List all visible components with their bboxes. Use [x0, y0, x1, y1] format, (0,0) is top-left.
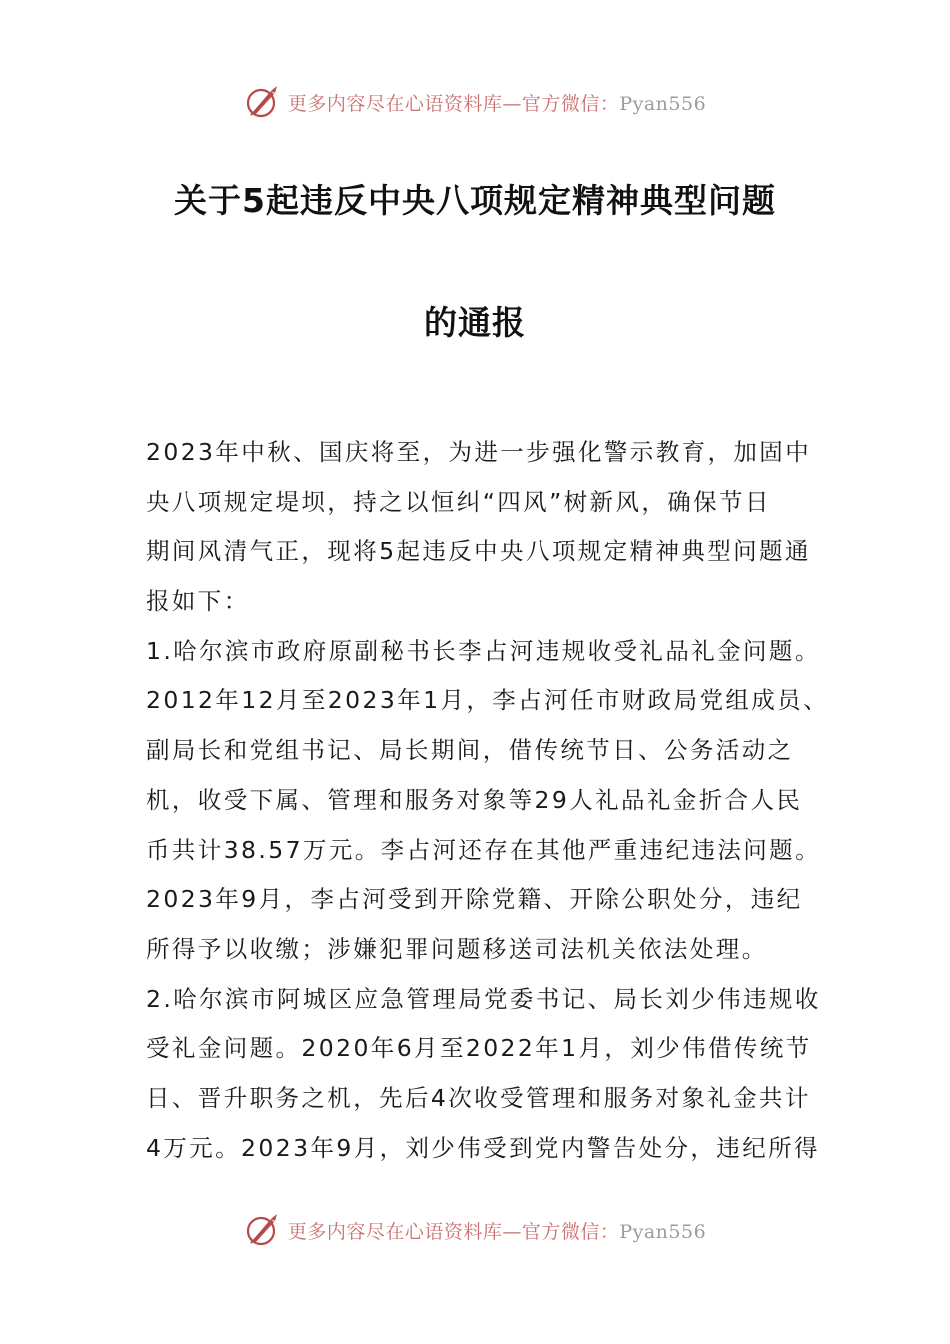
watermark-prefix: 更多内容尽在心语资料库—官方微信： [287, 92, 620, 115]
watermark-prefix: 更多内容尽在心语资料库—官方微信： [287, 1220, 620, 1243]
body-line: 币共计38.57万元。李占河还存在其他严重违纪违法问题。 [146, 835, 821, 864]
body-line: 央八项规定堤坝，持之以恒纠“四风”树新风，确保节日 [146, 487, 771, 516]
watermark-wechat-id: Pyan556 [619, 92, 707, 115]
body-line: 2023年中秋、国庆将至，为进一步强化警示教育，加固中 [146, 438, 812, 466]
document-body [146, 428, 829, 1173]
body-line: 4万元。2023年9月，刘少伟受到党内警告处分，违纪所得 [146, 1133, 820, 1162]
body-line: 所得予以收缴；涉嫌犯罪问题移送司法机关依法处理。 [146, 934, 768, 963]
body-line: 期间风清气正，现将5起违反中央八项规定精神典型问题通 [146, 537, 811, 566]
body-line: 受礼金问题。2020年6月至2022年1月，刘少伟借传统节 [146, 1034, 812, 1063]
header-watermark [0, 84, 950, 120]
page-title-line-2: 的通报 [424, 303, 526, 342]
body-line: 1.哈尔滨市政府原副秘书长李占河违规收受礼品礼金问题。 [146, 636, 821, 665]
body-line: 日、晋升职务之机，先后4次收受管理和服务对象礼金共计 [146, 1083, 811, 1112]
body-line: 副局长和党组书记、局长期间，借传统节日、公务活动之 [146, 736, 794, 765]
body-line: 报如下： [146, 587, 250, 616]
body-line: 2012年12月至2023年1月，李占河任市财政局党组成员、 [146, 686, 829, 715]
quill-pen-logo-icon [244, 84, 280, 120]
page-title-line-1: 关于5起违反中央八项规定精神典型问题 [174, 181, 776, 220]
body-line: 机，收受下属、管理和服务对象等29人礼品礼金折合人民 [146, 785, 803, 814]
watermark-wechat-id: Pyan556 [619, 1220, 707, 1243]
watermark-text [288, 89, 706, 116]
footer-watermark [0, 1212, 950, 1248]
body-line: 2.哈尔滨市阿城区应急管理局党委书记、局长刘少伟违规收 [146, 984, 821, 1013]
watermark-text [288, 1217, 706, 1244]
body-line: 2023年9月，李占河受到开除党籍、开除公职处分，违纪 [146, 885, 803, 914]
quill-pen-logo-icon [244, 1212, 280, 1248]
